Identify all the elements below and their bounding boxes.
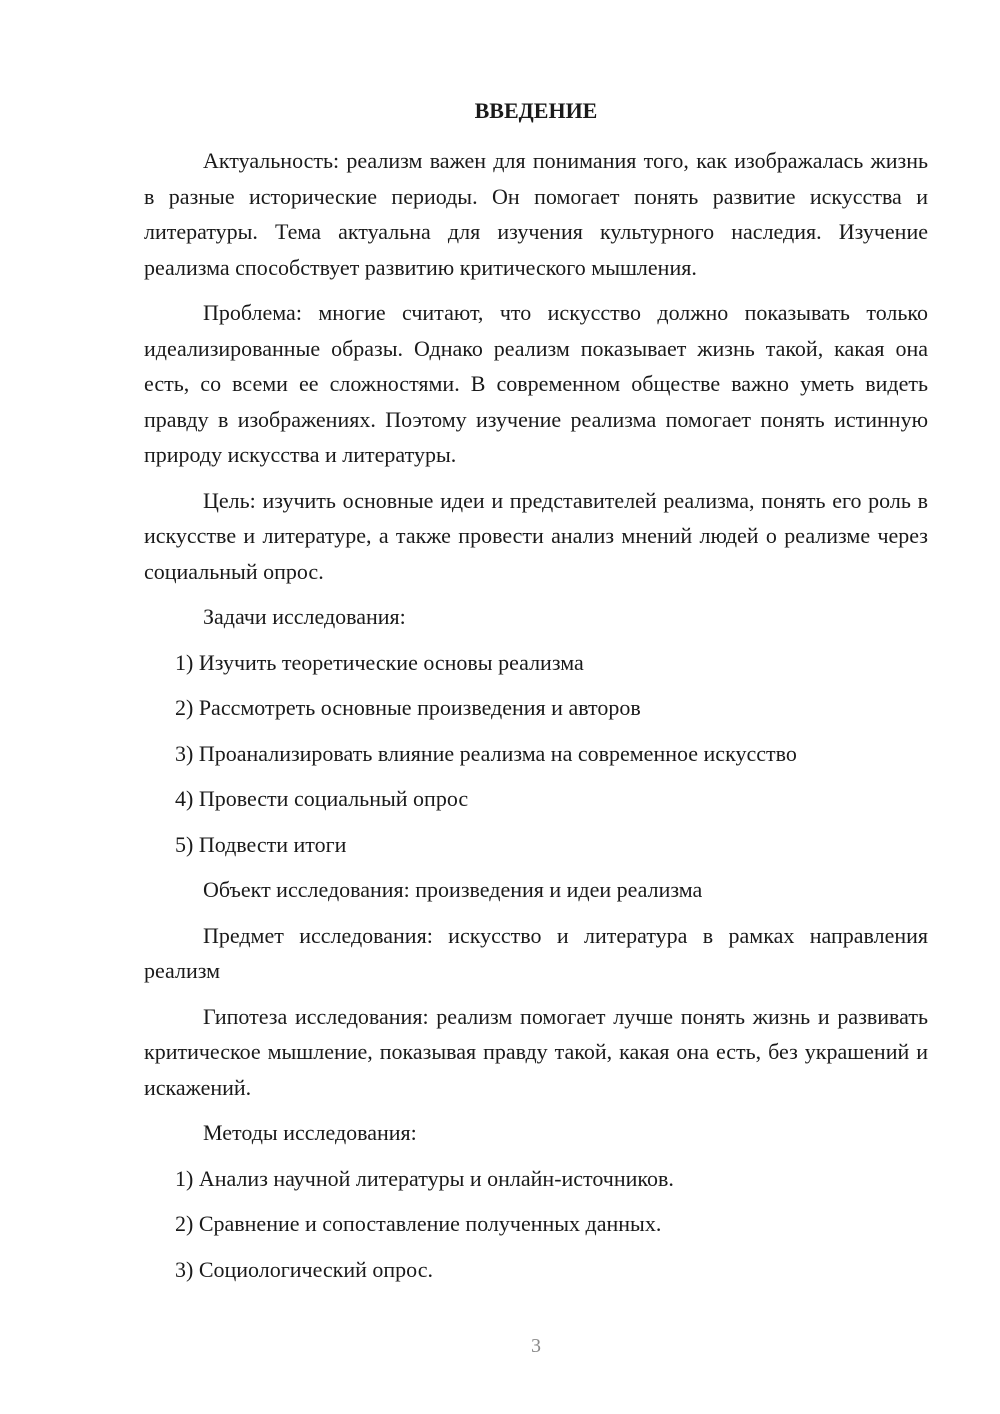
relevance-paragraph: Актуальность: реализм важен для понимания того, как изображалась жизнь в разные исторические периоды. Он помогает понять развитие искусства и литературы. Тема актуальна для изучения культурного наследия. Изучение реализма способствует развитию критического мышления. [144,148,928,280]
page-title: ВВЕДЕНИЕ [474,98,598,123]
page-number: 3 [531,1335,541,1357]
tasks-heading: Задачи исследования: [203,604,406,629]
goal-paragraph: Цель: изучить основные идеи и представителей реализма, понять его роль в искусстве и литературе, а также провести анализ мнений людей о реализме через социальный опрос. [144,487,928,584]
methods-list [144,1161,928,1288]
subject-paragraph: Предмет исследования: искусство и литература в рамках направления реализм [144,922,928,983]
tasks-list [144,645,928,863]
object-line: Объект исследования: произведения и идеи реализма [203,877,703,902]
list-item: 3) Проанализировать влияние реализма на современное искусство [175,740,797,766]
list-item: 1) Анализ научной литературы и онлайн-источников. [175,1165,674,1191]
methods-heading: Методы исследования: [203,1120,417,1145]
list-item: 4) Провести социальный опрос [175,786,469,811]
list-item: 5) Подвести итоги [175,831,347,857]
list-item: 2) Рассмотреть основные произведения и авторов [175,695,641,720]
problem-paragraph: Проблема: многие считают, что искусство должно показывать только идеализированные образы. Однако реализм показывает жизнь такой, какая она есть, со всеми ее сложностями. В современном обществе важно уметь видеть правду в изображениях. Поэтому изучение реализма помогает понять истинную природу искусства и литературы. [144,300,928,467]
document-page [144,96,928,1297]
list-item: 1) Изучить теоретические основы реализма [175,649,584,675]
list-item: 3) Социологический опрос. [175,1256,433,1282]
hypothesis-paragraph: Гипотеза исследования: реализм помогает лучше понять жизнь и развивать критическое мышление, показывая правду такой, какая она есть, без украшений и искажений. [144,1003,928,1100]
list-item: 2) Сравнение и сопоставление полученных данных. [175,1211,662,1236]
